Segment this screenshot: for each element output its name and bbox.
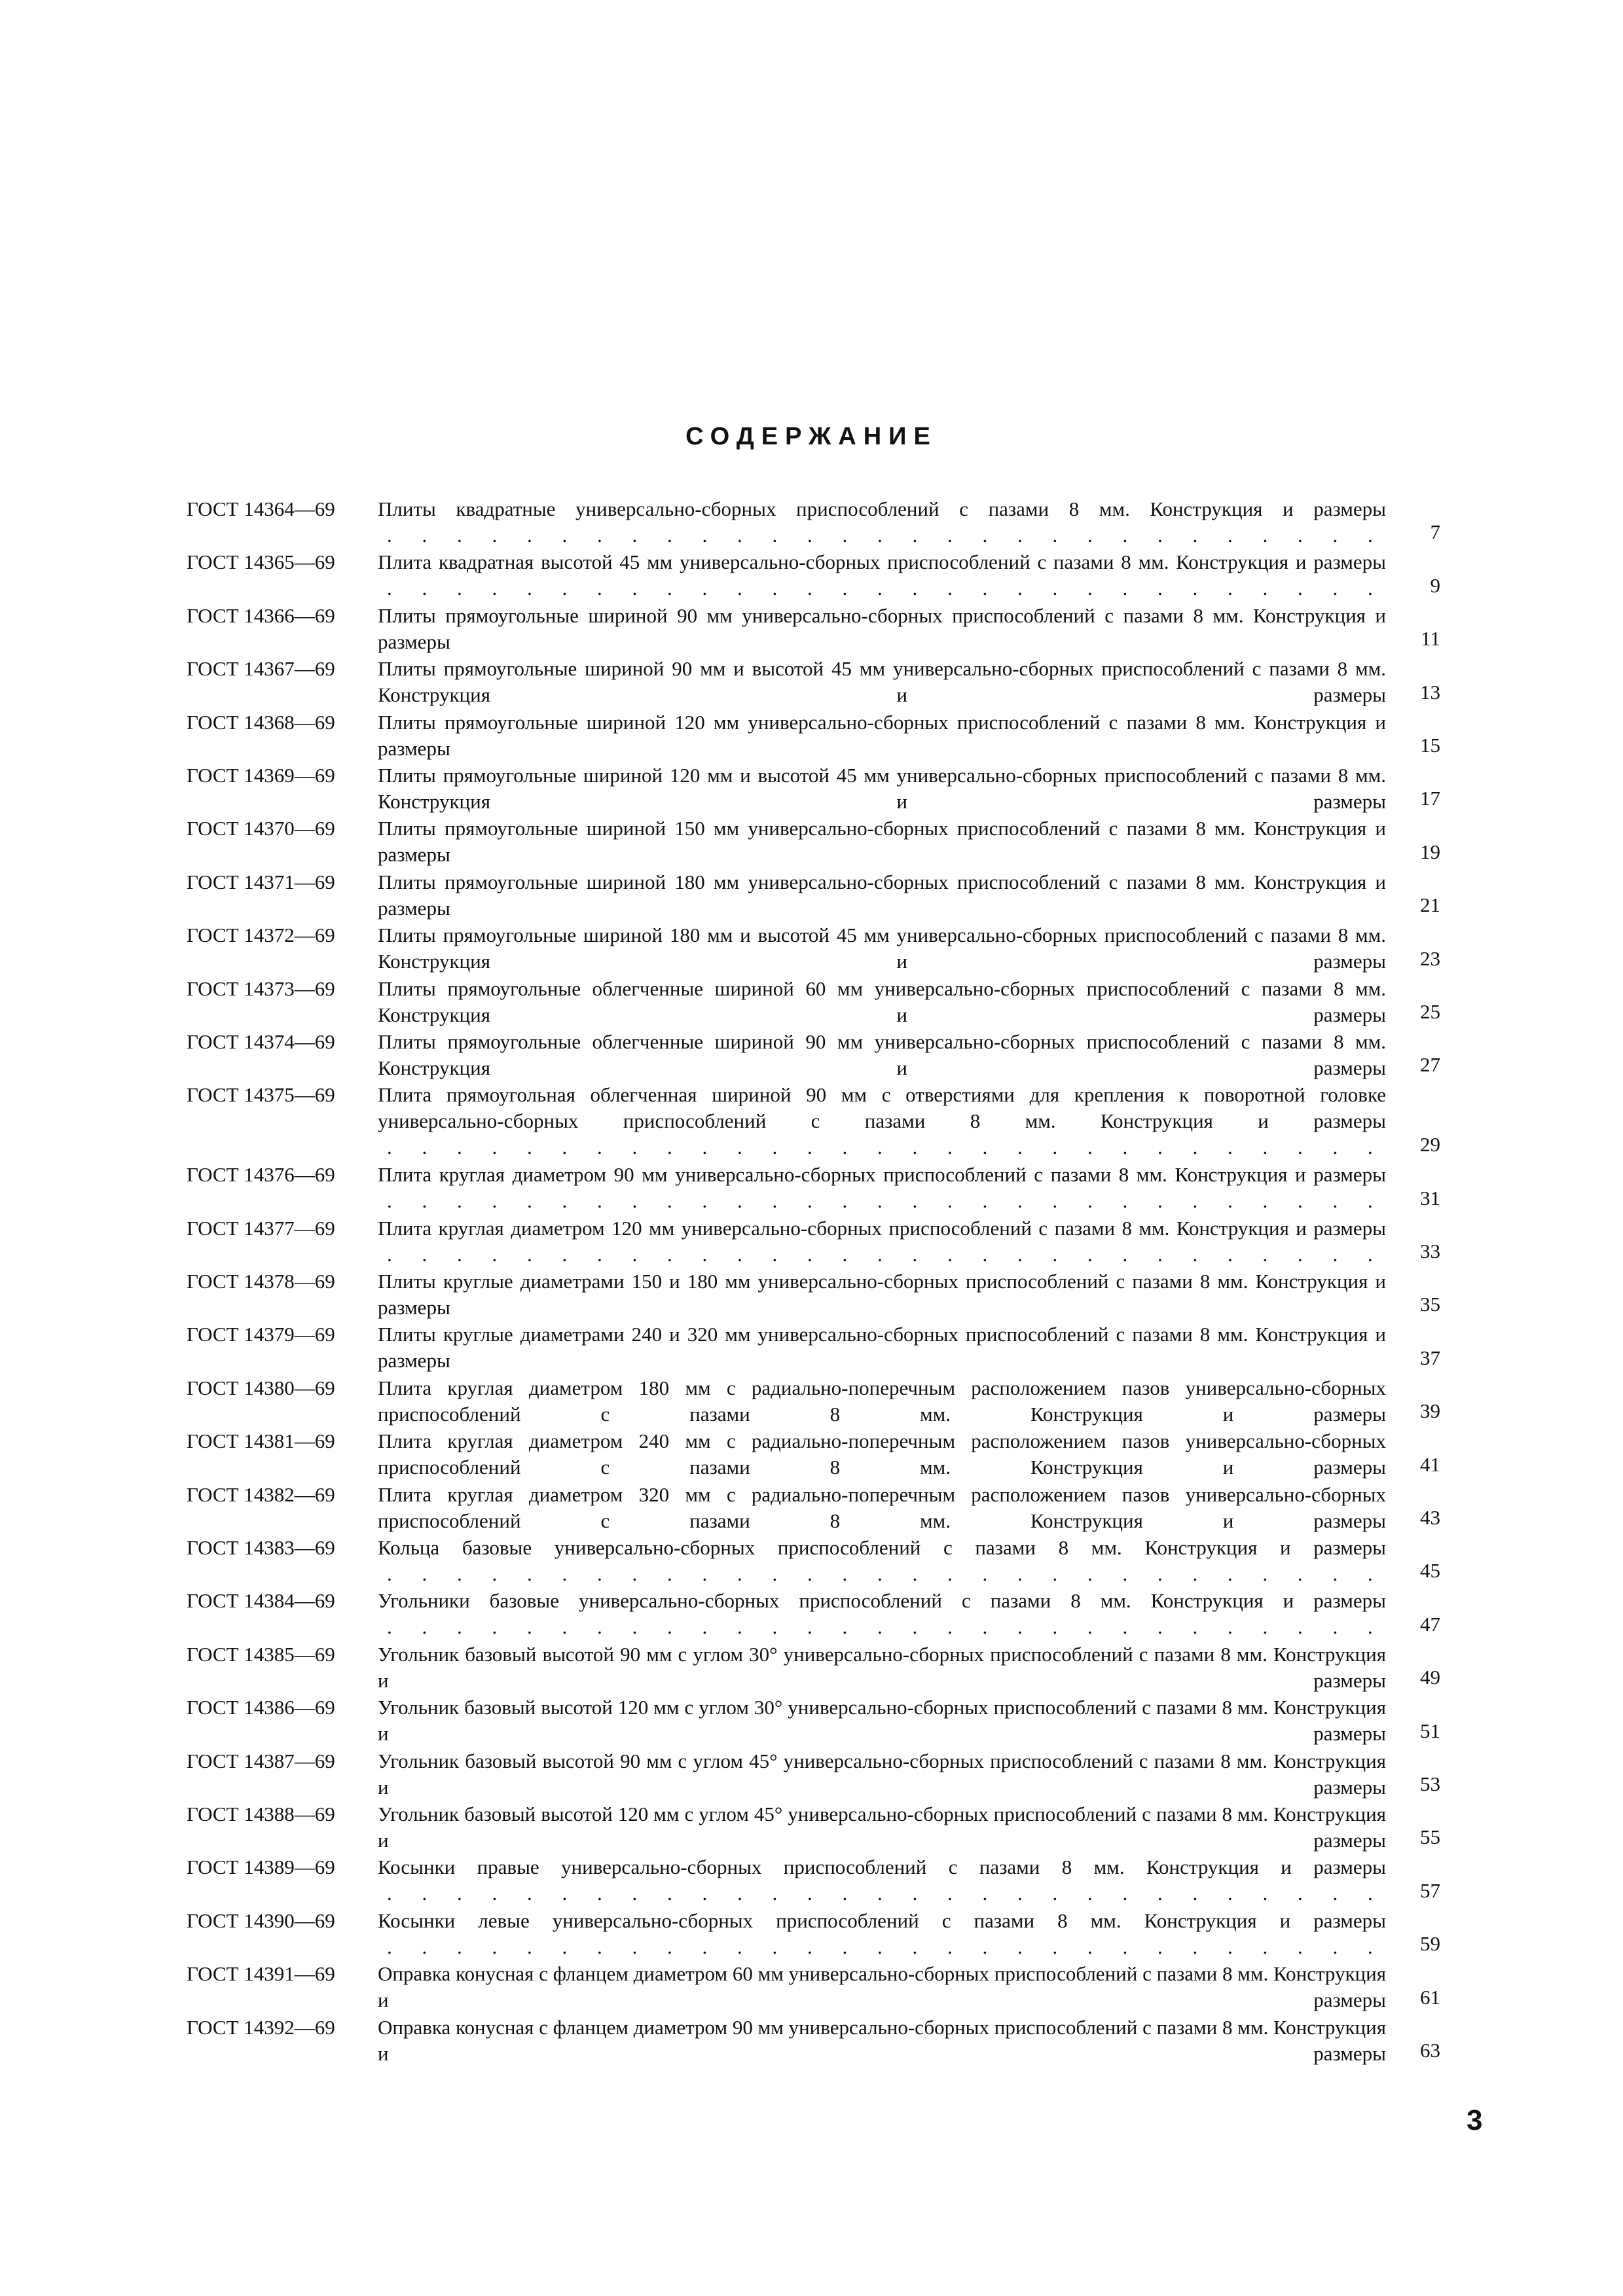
gost-code: ГОСТ 14392—69 <box>187 2015 335 2039</box>
dot-leader <box>387 1614 1386 1640</box>
gost-code: ГОСТ 14386—69 <box>187 1696 335 1719</box>
page-number: 19 <box>1420 840 1440 863</box>
page-number: 25 <box>1420 999 1440 1023</box>
page-number: 9 <box>1430 573 1440 597</box>
entry-title: Угольники базовые универсально-сборных приспособлений с пазами 8 мм. Конструкция и размеры. . . <box>378 1588 1386 1640</box>
entry-title: Косынки левые универсально-сборных приспособлений с пазами 8 мм. Конструкция и размеры. . . <box>378 1908 1386 1960</box>
entry-title: Угольник базовый высотой 120 мм с углом 30° универсально-сборных приспособлений с пазами 8 мм. Конструкция и размеры. . . <box>378 1695 1386 1748</box>
entry-title: Плита круглая диаметром 180 мм с радиально-поперечным расположением пазов универсально-сборных приспособлений с пазами 8 мм. Конструкция и размеры. . . <box>378 1375 1386 1428</box>
entry-title: Плита квадратная высотой 45 мм универсально-сборных приспособлений с пазами 8 мм. Конструкция и размеры. . . <box>378 549 1386 601</box>
gost-code: ГОСТ 14382—69 <box>187 1482 335 1506</box>
toc-entry <box>187 709 1457 762</box>
dot-leader <box>387 1934 1386 1960</box>
entry-title: Плиты прямоугольные шириной 180 мм и высотой 45 мм универсально-сборных приспособлений с пазами 8 мм. Конструкция и размеры. . . <box>378 922 1386 975</box>
toc-entry <box>187 762 1457 816</box>
page-number: 51 <box>1420 1719 1440 1742</box>
toc-entry <box>187 976 1457 1029</box>
gost-code: ГОСТ 14380—69 <box>187 1376 335 1399</box>
toc-entry <box>187 1428 1457 1481</box>
entry-title: Плита круглая диаметром 240 мм с радиально-поперечным расположением пазов универсально-сборных приспособлений с пазами 8 мм. Конструкция и размеры. . . <box>378 1428 1386 1481</box>
gost-code: ГОСТ 14373—69 <box>187 977 335 1000</box>
page-number: 31 <box>1420 1186 1440 1210</box>
gost-code: ГОСТ 14387—69 <box>187 1749 335 1772</box>
gost-code: ГОСТ 14391—69 <box>187 1962 335 1986</box>
dot-leader <box>387 1242 1386 1268</box>
gost-code: ГОСТ 14383—69 <box>187 1536 335 1560</box>
page-number: 41 <box>1420 1452 1440 1476</box>
page-number: 29 <box>1420 1133 1440 1157</box>
toc-entry <box>187 549 1457 602</box>
toc-entry <box>187 1321 1457 1374</box>
toc-entry <box>187 1695 1457 1748</box>
page-number: 63 <box>1420 2038 1440 2062</box>
gost-code: ГОСТ 14390—69 <box>187 1909 335 1932</box>
entry-title: Плиты прямоугольные шириной 180 мм универсально-сборных приспособлений с пазами 8 мм. Конструкция и размеры. . . <box>378 869 1386 922</box>
gost-code: ГОСТ 14365—69 <box>187 550 335 574</box>
gost-code: ГОСТ 14371—69 <box>187 870 335 893</box>
gost-code: ГОСТ 14375—69 <box>187 1083 335 1107</box>
gost-code: ГОСТ 14388—69 <box>187 1802 335 1825</box>
entry-title: Плита круглая диаметром 320 мм с радиально-поперечным расположением пазов универсально-сборных приспособлений с пазами 8 мм. Конструкция и размеры. . . <box>378 1482 1386 1535</box>
entry-title: Плита круглая диаметром 120 мм универсально-сборных приспособлений с пазами 8 мм. Конструкция и размеры. . . <box>378 1215 1386 1268</box>
page-number: 39 <box>1420 1399 1440 1423</box>
dot-leader <box>387 1134 1386 1160</box>
entry-title: Плиты прямоугольные шириной 90 мм универсально-сборных приспособлений с пазами 8 мм. Конструкция и размеры. . . <box>378 603 1386 656</box>
entry-title: Плиты прямоугольные шириной 120 мм и высотой 45 мм универсально-сборных приспособлений с пазами 8 мм. Конструкция и размеры. . . <box>378 762 1386 816</box>
toc-entry <box>187 1082 1457 1162</box>
gost-code: ГОСТ 14369—69 <box>187 763 335 787</box>
gost-code: ГОСТ 14381—69 <box>187 1429 335 1453</box>
gost-code: ГОСТ 14384—69 <box>187 1589 335 1613</box>
entry-title: Оправка конусная с фланцем диаметром 90 мм универсально-сборных приспособлений с пазами 8 мм. Конструкция и размеры. . . <box>378 2015 1386 2068</box>
entry-title: Оправка конусная с фланцем диаметром 60 мм универсально-сборных приспособлений с пазами 8 мм. Конструкция и размеры. . . <box>378 1961 1386 2014</box>
gost-code: ГОСТ 14364—69 <box>187 497 335 520</box>
entry-title: Плита круглая диаметром 90 мм универсально-сборных приспособлений с пазами 8 мм. Конструкция и размеры. . . <box>378 1162 1386 1214</box>
entry-title: Косынки правые универсально-сборных приспособлений с пазами 8 мм. Конструкция и размеры. . . <box>378 1854 1386 1907</box>
entry-title: Плита прямоугольная облегченная шириной 90 мм с отверстиями для крепления к поворотной головке универсально-сборных приспособлений с пазами 8 мм. Конструкция и размеры. . . <box>378 1082 1386 1160</box>
page-number: 33 <box>1420 1240 1440 1263</box>
entry-title: Плиты прямоугольные шириной 90 мм и высотой 45 мм универсально-сборных приспособлений с пазами 8 мм. Конструкция и размеры. . . <box>378 656 1386 709</box>
page-number: 11 <box>1421 627 1440 651</box>
gost-code: ГОСТ 14366—69 <box>187 603 335 627</box>
gost-code: ГОСТ 14374—69 <box>187 1030 335 1053</box>
toc-entry <box>187 1162 1457 1215</box>
toc-entry <box>187 1029 1457 1082</box>
toc-entry <box>187 1801 1457 1854</box>
page-number: 49 <box>1420 1666 1440 1689</box>
dot-leader <box>387 2067 1386 2068</box>
page-number: 57 <box>1420 1878 1440 1902</box>
entry-title: Угольник базовый высотой 90 мм с углом 30° универсально-сборных приспособлений с пазами 8 мм. Конструкция и размеры. . . <box>378 1641 1386 1695</box>
toc-entry <box>187 1535 1457 1588</box>
entry-title: Плиты квадратные универсально-сборных приспособлений с пазами 8 мм. Конструкция и размеры. . . <box>378 496 1386 548</box>
entry-title: Плиты круглые диаметрами 150 и 180 мм универсально-сборных приспособлений с пазами 8 мм. Конструкция и размеры. . . <box>378 1268 1386 1321</box>
toc-list <box>187 496 1457 2068</box>
page-number: 45 <box>1420 1559 1440 1583</box>
toc-entry <box>187 1215 1457 1268</box>
toc-entry <box>187 1854 1457 1907</box>
gost-code: ГОСТ 14379—69 <box>187 1323 335 1346</box>
dot-leader <box>387 1188 1386 1214</box>
toc-entry <box>187 1482 1457 1535</box>
page-number: 15 <box>1420 733 1440 757</box>
page-number: 17 <box>1420 787 1440 810</box>
entry-title: Кольца базовые универсально-сборных приспособлений с пазами 8 мм. Конструкция и размеры. . . <box>378 1535 1386 1587</box>
entry-title: Плиты прямоугольные шириной 120 мм универсально-сборных приспособлений с пазами 8 мм. Конструкция и размеры. . . <box>378 709 1386 762</box>
toc-entry <box>187 1641 1457 1695</box>
page-number: 47 <box>1420 1612 1440 1636</box>
entry-title: Угольник базовый высотой 120 мм с углом 45° универсально-сборных приспособлений с пазами 8 мм. Конструкция и размеры. . . <box>378 1801 1386 1854</box>
toc-entry <box>187 1588 1457 1641</box>
toc-entry <box>187 922 1457 975</box>
entry-title: Плиты прямоугольные облегченные шириной 60 мм универсально-сборных приспособлений с пазами 8 мм. Конструкция и размеры. . . <box>378 976 1386 1029</box>
page-number: 27 <box>1420 1053 1440 1077</box>
page-number: 21 <box>1420 893 1440 917</box>
entry-title: Плиты прямоугольные облегченные шириной 90 мм универсально-сборных приспособлений с пазами 8 мм. Конструкция и размеры. . . <box>378 1029 1386 1082</box>
entry-title: Плиты прямоугольные шириной 150 мм универсально-сборных приспособлений с пазами 8 мм. Конструкция и размеры. . . <box>378 816 1386 869</box>
gost-code: ГОСТ 14385—69 <box>187 1642 335 1666</box>
page-number: 61 <box>1420 1985 1440 2009</box>
page-number: 37 <box>1420 1346 1440 1369</box>
toc-entry <box>187 1748 1457 1801</box>
toc-entry <box>187 496 1457 549</box>
gost-code: ГОСТ 14368—69 <box>187 710 335 734</box>
gost-code: ГОСТ 14376—69 <box>187 1163 335 1187</box>
page-number: 53 <box>1420 1772 1440 1795</box>
dot-leader <box>387 1561 1386 1587</box>
dot-leader <box>387 1880 1386 1907</box>
toc-entry <box>187 869 1457 922</box>
toc-entry <box>187 2015 1457 2068</box>
page-number: 7 <box>1430 520 1440 544</box>
toc-entry <box>187 603 1457 656</box>
page-number: 13 <box>1420 680 1440 704</box>
page-number: 23 <box>1420 946 1440 970</box>
dot-leader <box>387 522 1386 548</box>
entry-title: Плиты круглые диаметрами 240 и 320 мм универсально-сборных приспособлений с пазами 8 мм. Конструкция и размеры. . . <box>378 1321 1386 1374</box>
gost-code: ГОСТ 14372—69 <box>187 924 335 947</box>
page-number: 35 <box>1420 1293 1440 1316</box>
gost-code: ГОСТ 14378—69 <box>187 1270 335 1293</box>
toc-entry <box>187 1908 1457 1961</box>
gost-code: ГОСТ 14377—69 <box>187 1216 335 1240</box>
toc-entry <box>187 816 1457 869</box>
dot-leader <box>387 575 1386 601</box>
gost-code: ГОСТ 14389—69 <box>187 1856 335 1879</box>
page-number: 55 <box>1420 1825 1440 1849</box>
toc-title: СОДЕРЖАНИЕ <box>685 423 938 450</box>
entry-title: Угольник базовый высотой 90 мм с углом 45° универсально-сборных приспособлений с пазами 8 мм. Конструкция и размеры. . . <box>378 1748 1386 1801</box>
gost-code: ГОСТ 14370—69 <box>187 817 335 840</box>
gost-code: ГОСТ 14367—69 <box>187 657 335 681</box>
toc-entry <box>187 1268 1457 1321</box>
page-number: 59 <box>1420 1932 1440 1956</box>
toc-entry <box>187 656 1457 709</box>
toc-entry <box>187 1961 1457 2014</box>
page-folio: 3 <box>1467 2104 1483 2136</box>
toc-entry <box>187 1375 1457 1428</box>
page-number: 43 <box>1420 1506 1440 1530</box>
